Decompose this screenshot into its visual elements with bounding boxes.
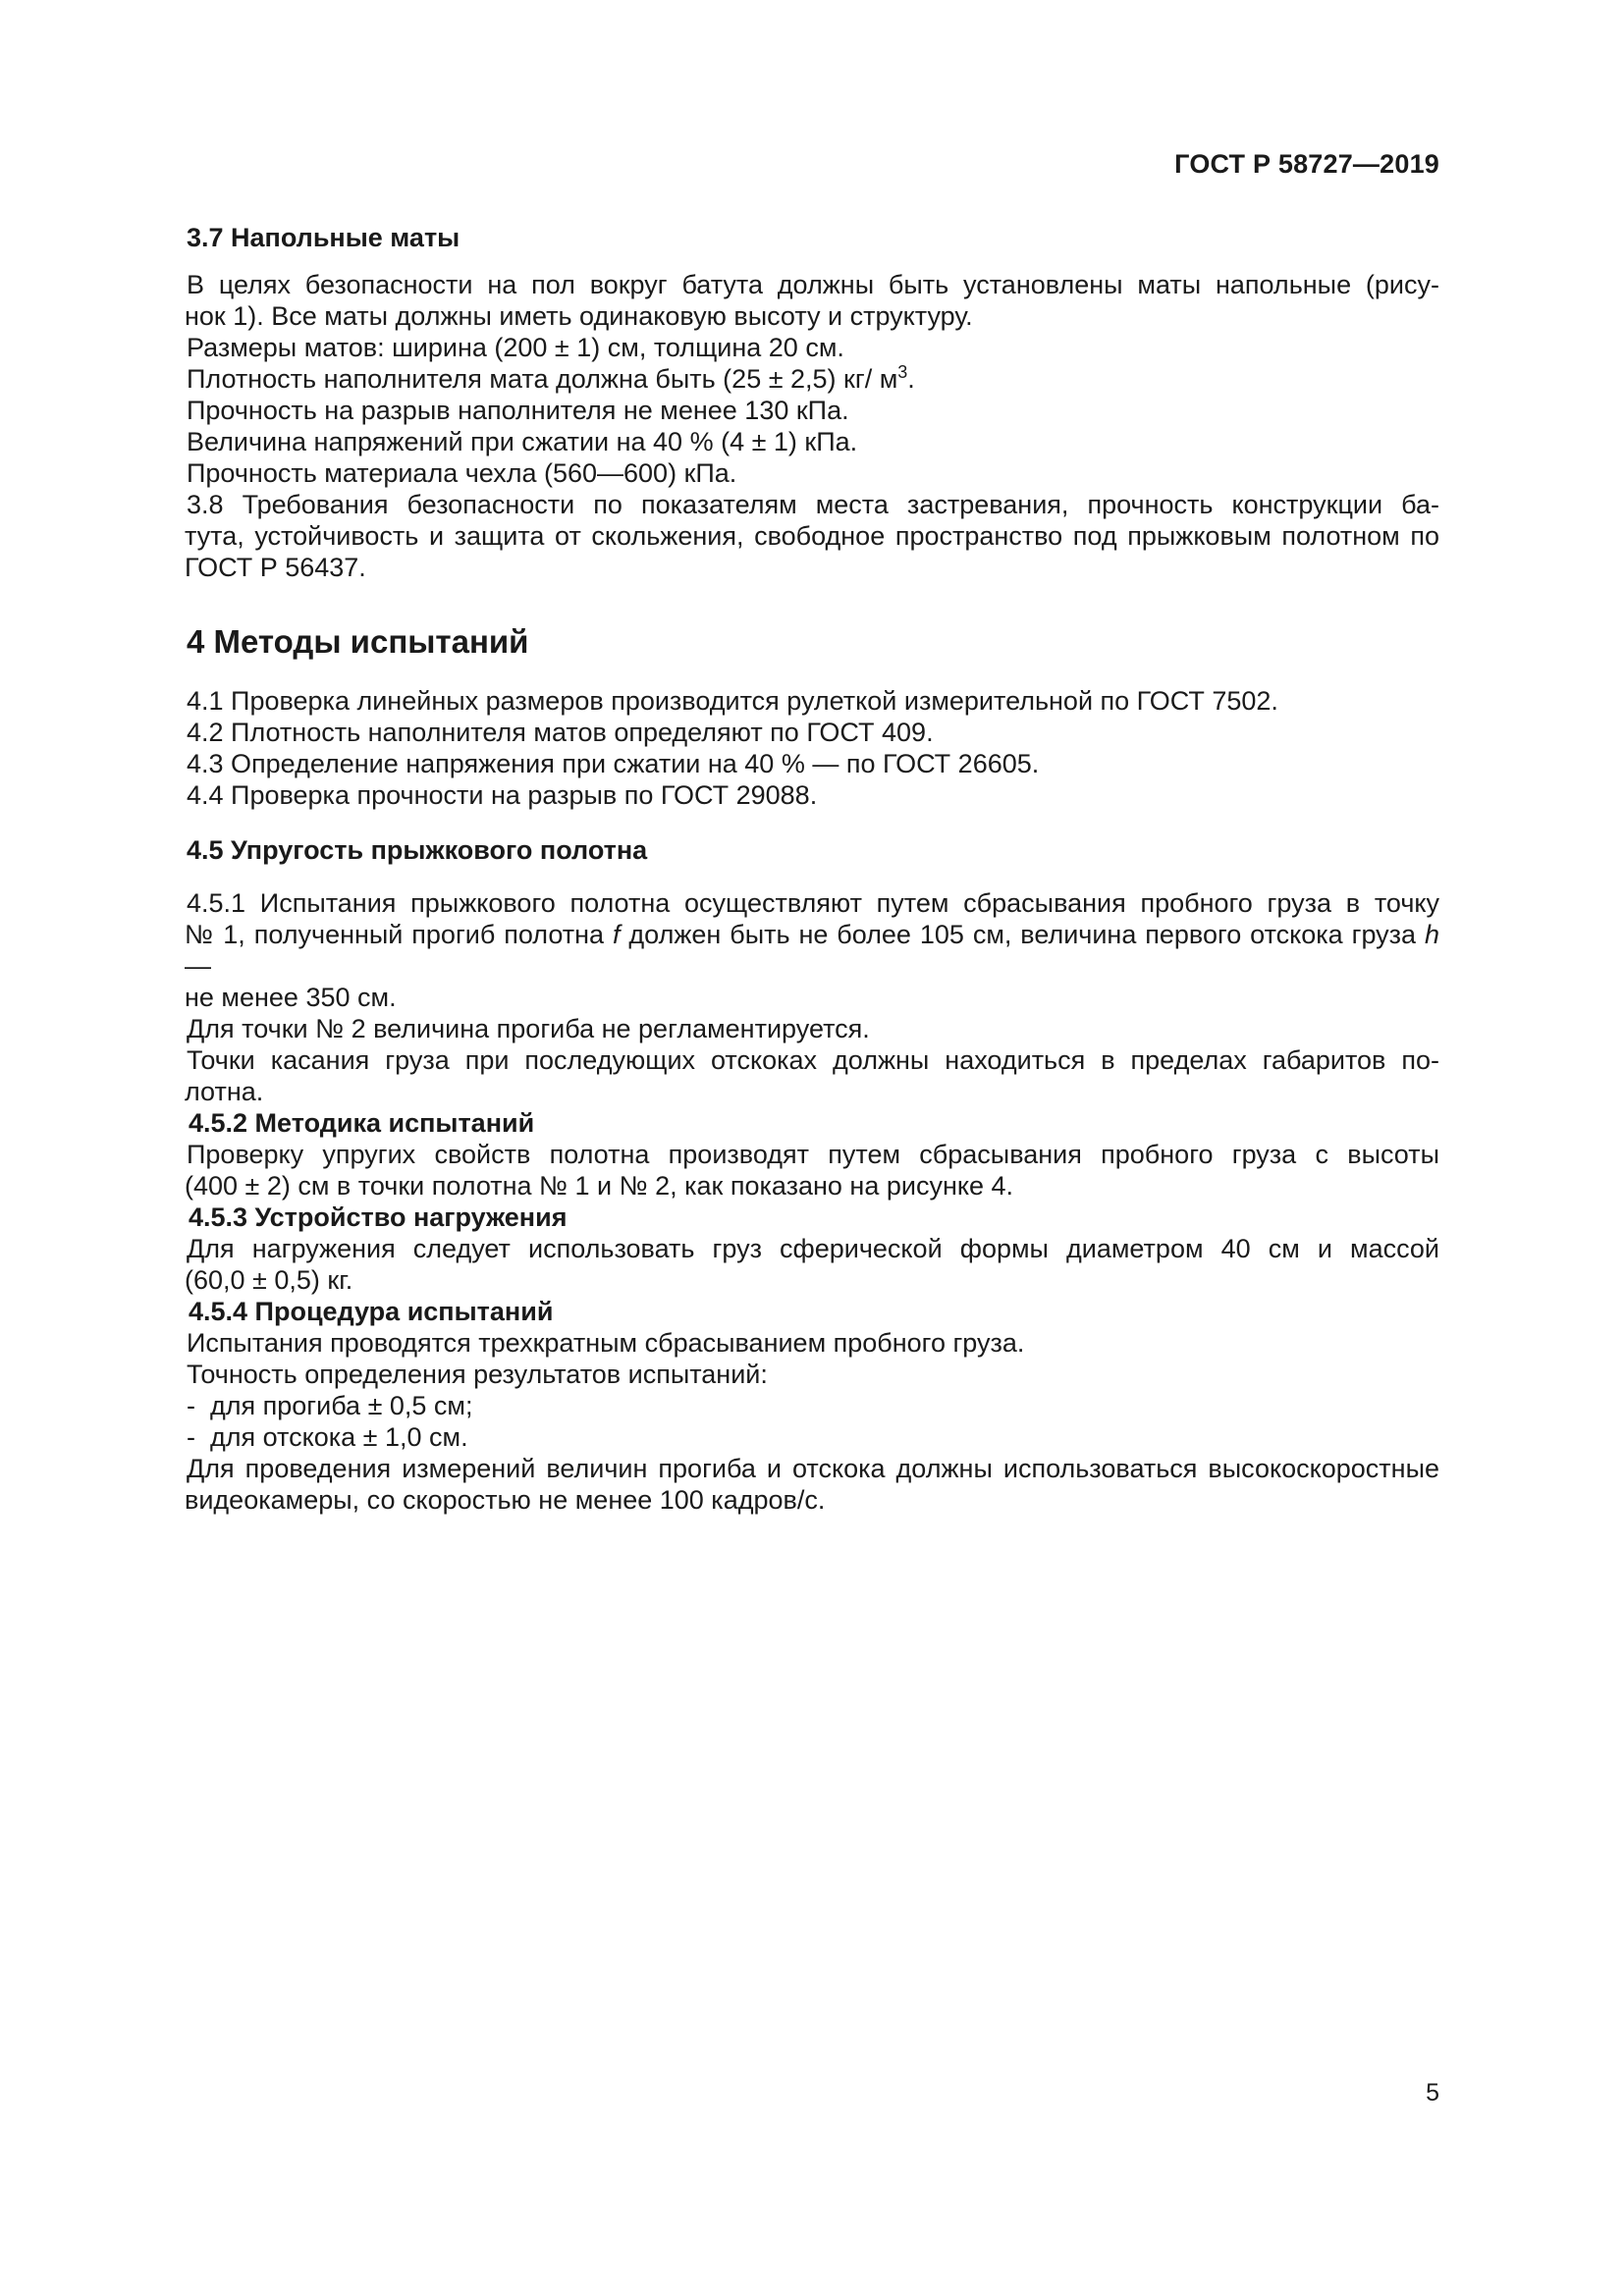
section-4-5-1-line2: № 1, полученный прогиб полотна f должен быть не более 105 см, величина первого отскока груза h — xyxy=(185,920,1439,981)
section-3-7-p4: Прочность на разрыв наполнителя не менее 130 кПа. xyxy=(187,396,849,425)
section-4-5-3-line2: (60,0 ± 0,5) кг. xyxy=(185,1265,353,1295)
section-4-5-4-p3-line2: видеокамеры, со скоростью не менее 100 кадров/с. xyxy=(185,1485,826,1515)
section-4-5-4-p1: Испытания проводятся трехкратным сбрасыванием пробного груза. xyxy=(187,1328,1025,1358)
document-code-header: ГОСТ Р 58727—2019 xyxy=(1174,149,1439,179)
section-4-5-2-line1: Проверку упругих свойств полотна производят путем сбрасывания пробного груза с высоты xyxy=(187,1140,1439,1169)
section-3-8-line3: ГОСТ Р 56437. xyxy=(185,553,366,582)
section-3-7-title: 3.7 Напольные маты xyxy=(187,223,460,252)
section-4-5-1-line3: не менее 350 см. xyxy=(185,983,397,1012)
section-4-5-4-title: 4.5.4 Процедура испытаний xyxy=(189,1297,554,1326)
section-4-5-p2: Для точки № 2 величина прогиба не регламентируется. xyxy=(187,1014,870,1043)
section-3-8-line2: тута, устойчивость и защита от скольжения, свободное пространство под прыжковым полотном по xyxy=(185,521,1439,551)
document-body xyxy=(185,222,1439,1516)
section-4-5-title: 4.5 Упругость прыжкового полотна xyxy=(187,835,648,865)
section-4-5-3-title: 4.5.3 Устройство нагружения xyxy=(189,1202,568,1232)
section-3-7-p1-line1: В целях безопасности на пол вокруг батута должны быть установлены маты напольные (рису- xyxy=(187,270,1439,299)
section-3-7-p2: Размеры матов: ширина (200 ± 1) см, толщина 20 см. xyxy=(187,333,844,362)
section-4-5-2-title: 4.5.2 Методика испытаний xyxy=(189,1108,535,1138)
section-4-5-p3-line1: Точки касания груза при последующих отскоках должны находиться в пределах габаритов по- xyxy=(187,1045,1439,1075)
section-4-5-p3-line2: лотна. xyxy=(185,1077,264,1106)
section-4-2: 4.2 Плотность наполнителя матов определяют по ГОСТ 409. xyxy=(187,718,934,747)
section-4-body xyxy=(185,685,1439,811)
section-4-5-4-list-item-2: - для отскока ± 1,0 см. xyxy=(187,1422,468,1452)
section-4-1: 4.1 Проверка линейных размеров производится рулеткой измерительной по ГОСТ 7502. xyxy=(187,686,1278,716)
page-number: 5 xyxy=(1426,2079,1439,2107)
section-4-5-4-p3-line1: Для проведения измерений величин прогиба и отскока должны использоваться высокоскоростные xyxy=(187,1454,1439,1483)
section-4-5-1-line1: 4.5.1 Испытания прыжкового полотна осуществляют путем сбрасывания пробного груза в точку xyxy=(187,888,1439,918)
section-4-3: 4.3 Определение напряжения при сжатии на 40 % — по ГОСТ 26605. xyxy=(187,749,1040,778)
section-3-7-p3: Плотность наполнителя мата должна быть (25 ± 2,5) кг/ $м^3$. xyxy=(187,362,915,394)
section-3-7-p1-line2: нок 1). Все маты должны иметь одинаковую высоту и структуру. xyxy=(185,301,973,331)
section-4-5-4-list-item-1: - для прогиба ± 0,5 см; xyxy=(187,1391,473,1420)
section-4-5-3-line1: Для нагружения следует использовать груз сферической формы диаметром 40 см и массой xyxy=(187,1234,1439,1263)
section-3-8-line1: 3.8 Требования безопасности по показателям места застревания, прочность конструкции ба- xyxy=(187,490,1439,519)
section-3-8 xyxy=(185,489,1439,583)
section-4-5-4-p2: Точность определения результатов испытаний: xyxy=(187,1360,768,1389)
section-4-4: 4.4 Проверка прочности на разрыв по ГОСТ 29088. xyxy=(187,780,818,810)
section-3-7-p5: Величина напряжений при сжатии на 40 % (4 ± 1) кПа. xyxy=(187,427,858,456)
section-4-title: 4 Методы испытаний xyxy=(187,623,529,660)
section-4-5-2-line2: (400 ± 2) см в точки полотна № 1 и № 2, как показано на рисунке 4. xyxy=(185,1171,1014,1201)
section-3-7-p6: Прочность материала чехла (560—600) кПа. xyxy=(187,458,737,488)
section-3-7-body xyxy=(185,269,1439,489)
section-4-5-body xyxy=(185,887,1439,1516)
